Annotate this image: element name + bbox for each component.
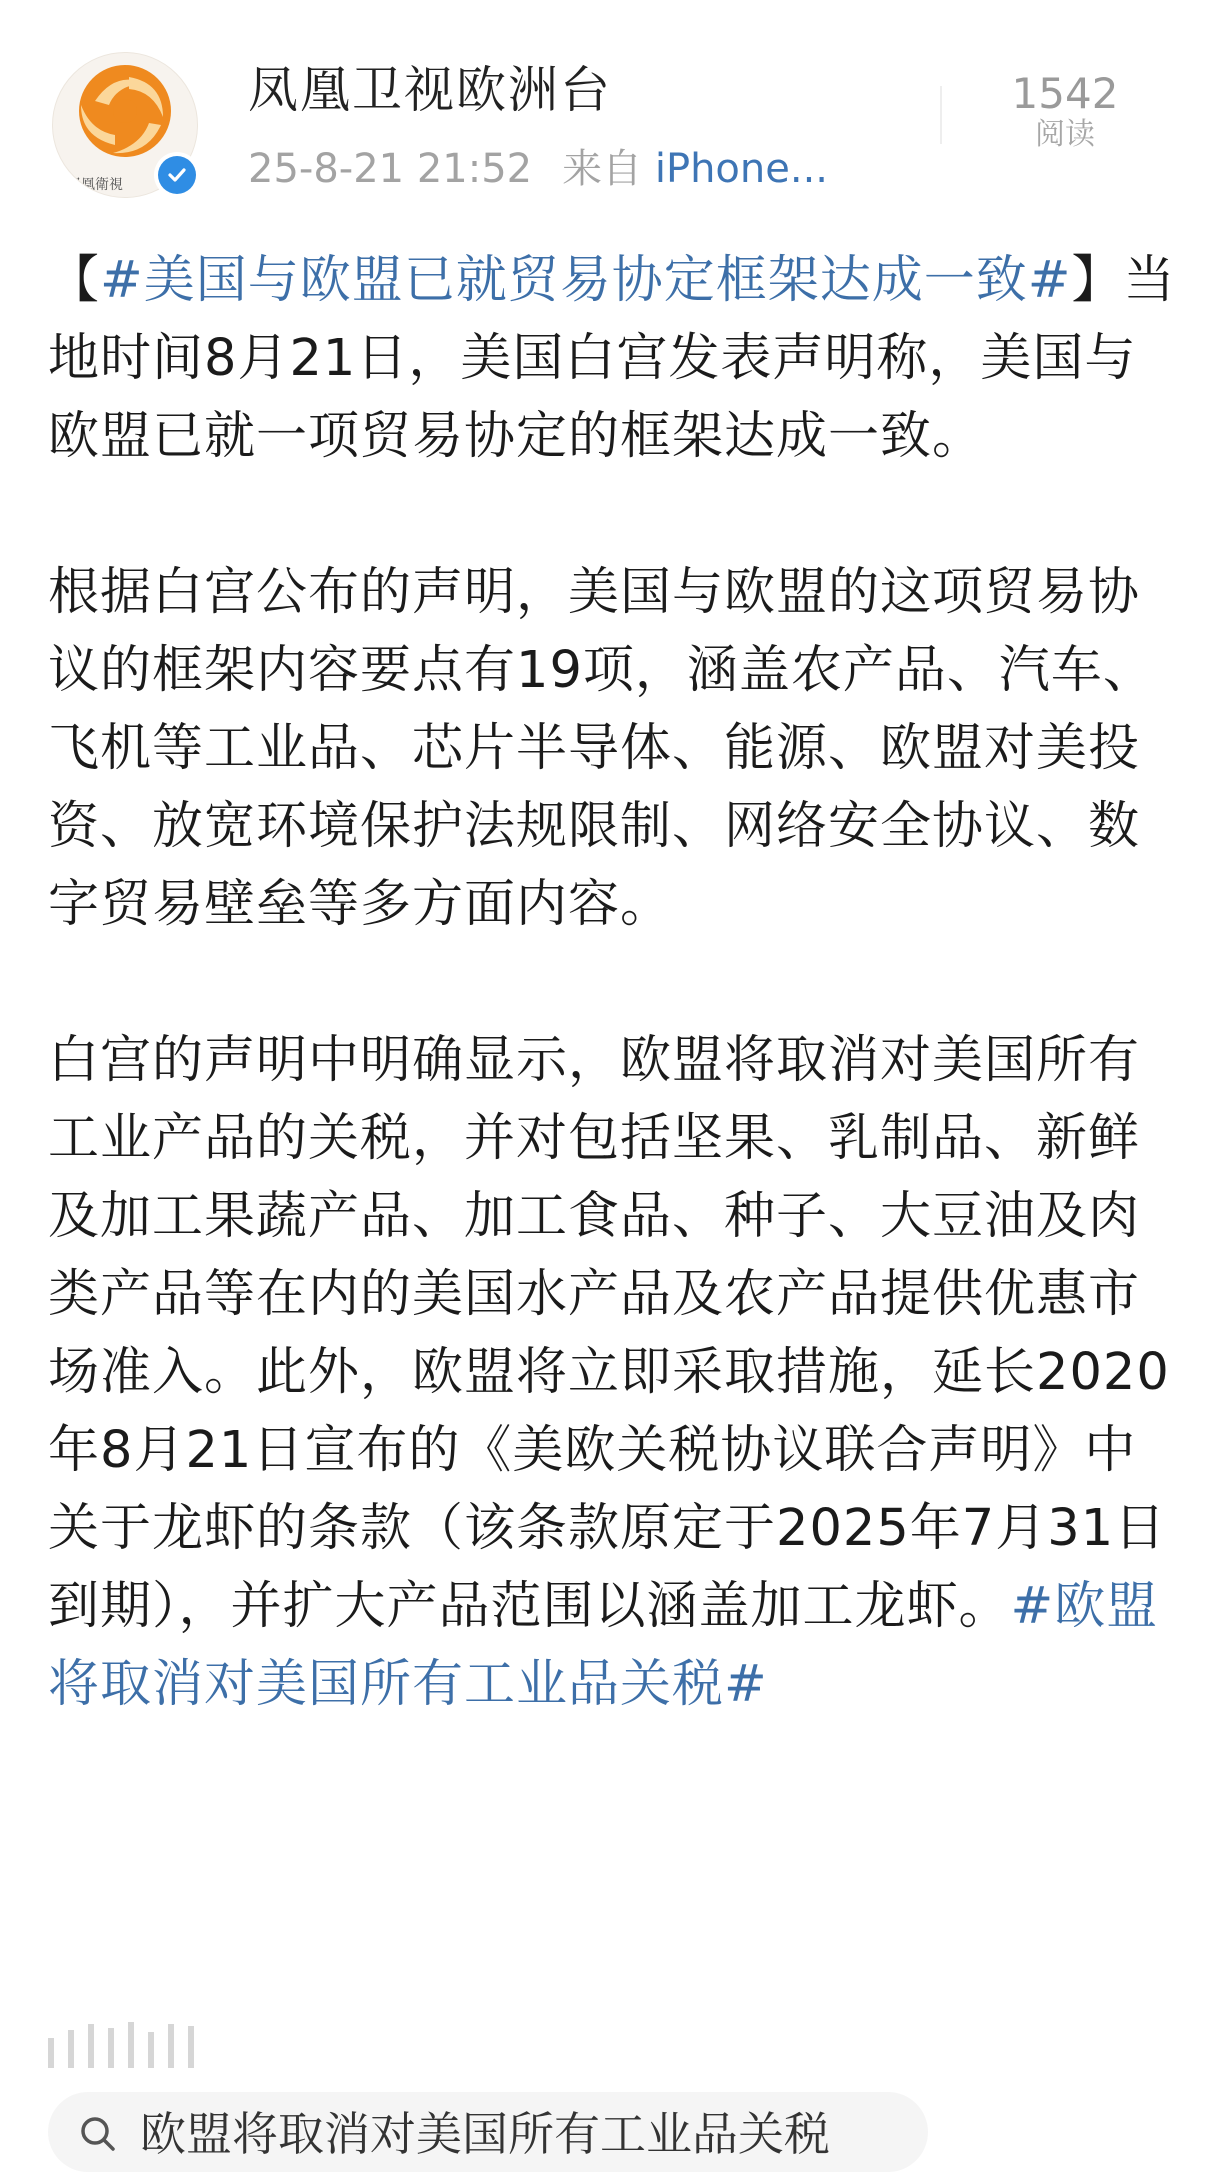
hashtag-trade-framework[interactable]: #美国与欧盟已就贸易协定框架达成一致# <box>100 251 1072 310</box>
post-meta <box>248 142 828 196</box>
source-link[interactable]: iPhone... <box>654 146 828 192</box>
hashtag-eu-tariffs[interactable]: #欧盟将取消对美国所有工业品关税# <box>48 1577 1159 1714</box>
paragraph-1-text: 当地时间8月21日，美国白宫发表声明称，美国与欧盟已就一项贸易协定的框架达成一致。 <box>48 251 1176 466</box>
post-timestamp: 25-8-21 21:52 <box>248 146 533 192</box>
verified-check-icon <box>165 163 189 187</box>
account-name[interactable]: 凤凰卫视欧洲台 <box>248 61 612 119</box>
post-body <box>48 242 1188 1724</box>
view-count <box>985 70 1145 152</box>
topic-link-text: 欧盟将取消对美国所有工业品关税 <box>140 2107 830 2161</box>
post-paragraph-3 <box>48 1022 1188 1724</box>
post-paragraph-1 <box>48 242 1188 476</box>
close-bracket: 】 <box>1071 251 1124 310</box>
verified-badge <box>154 152 200 198</box>
search-icon <box>78 2114 118 2154</box>
paragraph-3-text: 白宫的声明中明确显示，欧盟将取消对美国所有工业产品的关税，并对包括坚果、乳制品、新鲜及加工果蔬产品、加工食品、种子、大豆油及肉类产品等在内的美国水产品及农产品提供优惠市场准入。此外，欧盟将立即采取措施，延长2020年8月21日宣布的《美欧关税协议联合声明》中关于龙虾的条款（该条款原定于2025年7月31日到期），并扩大产品范围以涵盖加工龙虾。 <box>48 1031 1170 1636</box>
source-prefix: 来自 <box>562 146 643 192</box>
view-count-number: 1542 <box>1011 69 1119 118</box>
topic-link-card[interactable] <box>48 2092 928 2172</box>
image-loading-placeholder <box>48 2022 194 2068</box>
view-count-label: 阅读 <box>1035 117 1095 152</box>
header-divider <box>940 86 942 144</box>
post-header <box>0 0 1216 215</box>
post-paragraph-2: 根据白宫公布的声明，美国与欧盟的这项贸易协议的框架内容要点有19项，涵盖农产品、汽车、飞机等工业品、芯片半导体、能源、欧盟对美投资、放宽环境保护法规限制、网络安全协议、数字贸易壁垒等多方面内容。 <box>48 563 1155 934</box>
logo-text: 鳳凰衛視 <box>67 177 123 193</box>
open-bracket: 【 <box>48 251 101 310</box>
